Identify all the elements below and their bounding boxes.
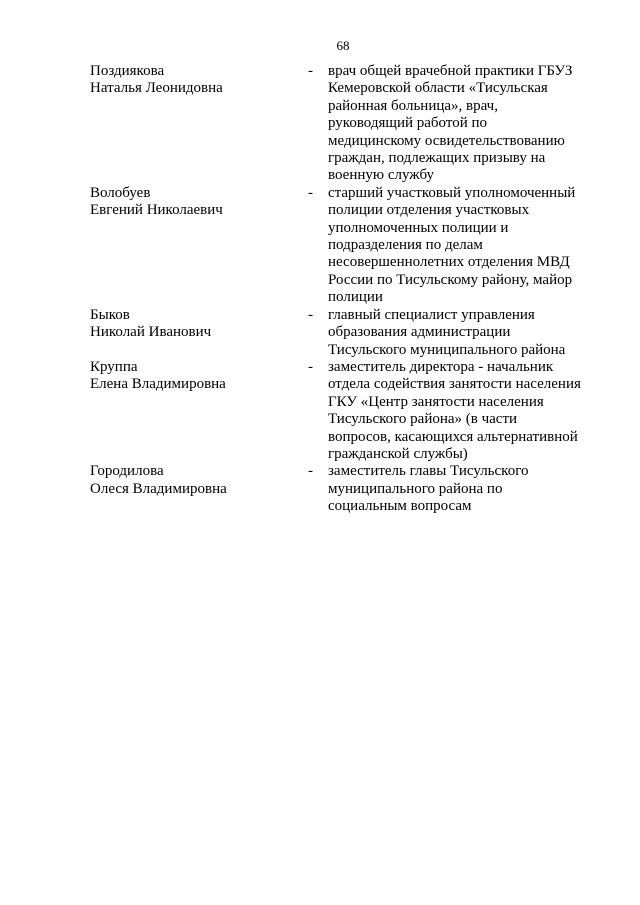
member-entry — [90, 185, 590, 307]
member-role — [328, 185, 590, 307]
role-line: Кемеровской области «Тисульская — [328, 80, 548, 97]
member-surname: Поздиякова — [90, 63, 165, 79]
member-name — [90, 463, 308, 498]
role-line: Тисульского района» (в части — [328, 411, 518, 428]
entry-dash: - — [308, 306, 313, 323]
role-line: заместитель директора - начальник — [328, 358, 554, 375]
member-surname: Волобуев — [90, 184, 151, 201]
member-entry — [90, 307, 590, 359]
role-line: Тисульского муниципального района — [328, 341, 566, 358]
member-entry — [90, 359, 590, 463]
role-line: несовершеннолетних отделения МВД — [328, 254, 570, 271]
member-given-names: Николай Иванович — [90, 324, 212, 341]
role-line: социальным вопросам — [328, 498, 472, 515]
role-line: полиции отделения участковых — [328, 202, 530, 219]
member-role — [328, 463, 590, 515]
entry-dash: - — [308, 63, 313, 79]
entry-dash: - — [308, 463, 313, 480]
member-role — [328, 359, 590, 463]
role-line: медицинскому освидетельствованию — [328, 132, 565, 149]
page-number: 68 — [336, 38, 350, 53]
member-entry — [90, 63, 590, 185]
role-line: военную службу — [328, 167, 435, 184]
role-line: образования администрации — [328, 324, 511, 341]
member-given-names: Наталья Леонидовна — [90, 80, 223, 97]
member-list — [90, 63, 590, 516]
role-line: уполномоченных полиции и — [328, 219, 509, 236]
member-name — [90, 359, 308, 394]
role-line: России по Тисульскому району, майор — [328, 271, 573, 288]
role-line: отдела содействия занятости населения — [328, 376, 581, 393]
member-name — [90, 185, 308, 220]
role-line: старший участковый уполномоченный — [328, 184, 576, 201]
member-name — [90, 307, 308, 342]
role-line: полиции — [328, 289, 383, 306]
role-line: подразделения по делам — [328, 237, 483, 254]
role-line: муниципального района по — [328, 480, 503, 497]
member-surname: Быков — [90, 306, 130, 323]
member-role — [328, 63, 590, 185]
member-entry — [90, 463, 590, 515]
member-role — [328, 307, 590, 359]
role-line: районная больница», врач, — [328, 97, 498, 114]
member-surname: Городилова — [90, 463, 164, 480]
member-given-names: Олеся Владимировна — [90, 480, 227, 497]
member-name — [90, 63, 308, 98]
role-line: главный специалист управления — [328, 306, 535, 323]
role-line: гражданской службы) — [328, 445, 468, 462]
role-line: руководящий работой по — [328, 115, 488, 132]
role-line: вопросов, касающихся альтернативной — [328, 428, 578, 445]
role-line: врач общей врачебной практики ГБУЗ — [328, 63, 573, 79]
role-line: ГКУ «Центр занятости населения — [328, 393, 544, 410]
entry-dash: - — [308, 184, 313, 201]
member-given-names: Елена Владимировна — [90, 376, 226, 393]
role-line: граждан, подлежащих призыву на — [328, 150, 546, 167]
role-line: заместитель главы Тисульского — [328, 463, 529, 480]
entry-dash: - — [308, 358, 313, 375]
member-given-names: Евгений Николаевич — [90, 202, 223, 219]
member-surname: Круппа — [90, 358, 138, 375]
